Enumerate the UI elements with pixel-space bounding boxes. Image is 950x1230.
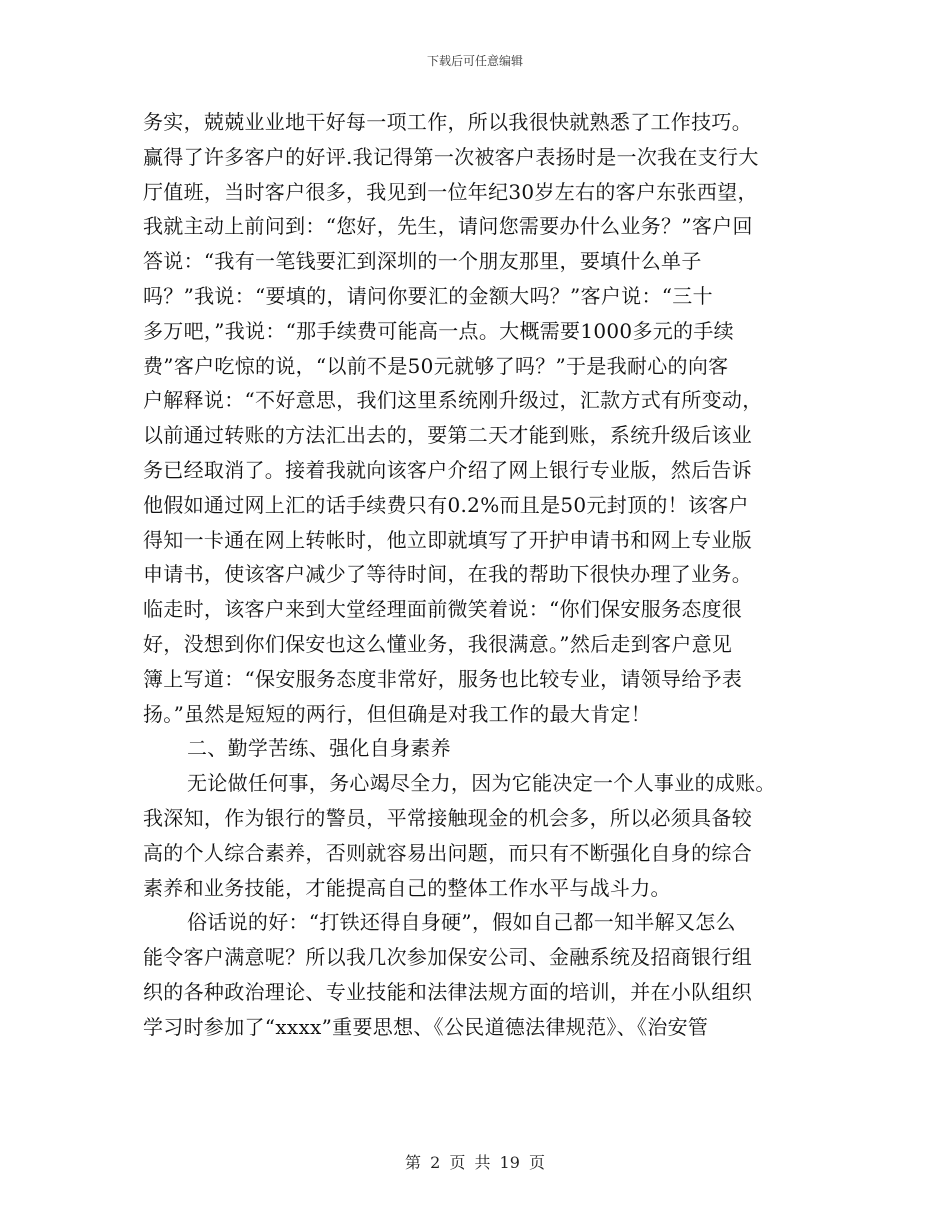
page-header: 下载后可任意编辑 <box>426 54 523 68</box>
text-line: 俗话说的好：“打铁还得自身硬”，假如自己都一知半解又怎么 <box>187 910 736 935</box>
text-line: 学习时参加了“xxxx”重要思想、《公民道德法律规范》、《治安管 <box>143 1014 709 1039</box>
text-line: 务实，兢兢业业地干好每一项工作，所以我很快就熟悉了工作技巧。 <box>143 110 752 134</box>
text-line: 我就主动上前问到：“您好，先生，请问您需要办什么业务？”客户回 <box>143 214 753 239</box>
section-heading <box>143 731 813 766</box>
text-line: 答说：“我有一笔钱要汇到深圳的一个朋友那里，要填什么单子 <box>143 249 702 274</box>
text-line: 申请书，使该客户减少了等待时间，在我的帮助下很快办理了业务。 <box>143 562 752 587</box>
text-line: 得知一卡通在网上转帐时，他立即就填写了开护申请书和网上专业版 <box>143 527 752 552</box>
paragraph-4 <box>143 905 813 1044</box>
text-line: 他假如通过网上汇的话手续费只有0.2%而且是50元封顶的！该客户 <box>143 492 749 517</box>
page-number: 第 2 页 共 19 页 <box>405 1153 545 1172</box>
text-line: 簿上写道：“保安服务态度非常好，服务也比较专业，请领导给予表 <box>143 666 743 691</box>
text-line: 扬。”虽然是短短的两行，但但确是对我工作的最大肯定！ <box>143 701 652 726</box>
text-line: 素养和业务技能，才能提高自己的整体工作水平与战斗力。 <box>143 875 671 900</box>
paragraph-3 <box>143 766 813 905</box>
text-line: 能令客户满意呢？所以我几次参加保安公司、金融系统及招商银行组 <box>143 945 752 970</box>
document-body <box>143 105 813 1045</box>
text-line: 多万吧，”我说：“那手续费可能高一点。大概需要1000多元的手续 <box>143 318 734 343</box>
text-line: 吗？”我说：“要填的，请问你要汇的金额大吗？”客户说：“三十 <box>143 283 713 308</box>
text-line: 以前通过转账的方法汇出去的，要第二天才能到账，系统升级后该业 <box>143 423 752 448</box>
text-line: 无论做任何事，务心竭尽全力，因为它能决定一个人事业的成账。 <box>187 771 776 796</box>
text-line: 费”客户吃惊的说，“以前不是50元就够了吗？”于是我耐心的向客 <box>143 353 729 378</box>
text-line: 赢得了许多客户的好评.我记得第一次被客户表扬时是一次我在支行大 <box>143 144 759 169</box>
text-line: 厅值班，当时客户很多，我见到一位年纪30岁左右的客户东张西望， <box>143 179 758 204</box>
text-line: 务已经取消了。接着我就向该客户介绍了网上银行专业版，然后告诉 <box>143 457 752 482</box>
text-line: 高的个人综合素养，否则就容易出问题，而只有不断强化自身的综合 <box>143 840 752 865</box>
text-line: 好，没想到你们保安也这么懂业务，我很满意。”然后走到客户意见 <box>143 631 733 656</box>
text-line: 织的各种政治理论、专业技能和法律法规方面的培训，并在小队组织 <box>143 979 752 1004</box>
text-line: 我深知，作为银行的警员，平常接触现金的机会多，所以必须具备较 <box>143 805 752 830</box>
text-line: 临走时，该客户来到大堂经理面前微笑着说：“你们保安服务态度很 <box>143 597 743 622</box>
heading-text: 二、勤学苦练、强化自身素养 <box>187 736 451 761</box>
text-line: 户解释说：“不好意思，我们这里系统刚升级过，汇款方式有所变动， <box>143 388 763 413</box>
paragraph-1 <box>143 105 813 731</box>
